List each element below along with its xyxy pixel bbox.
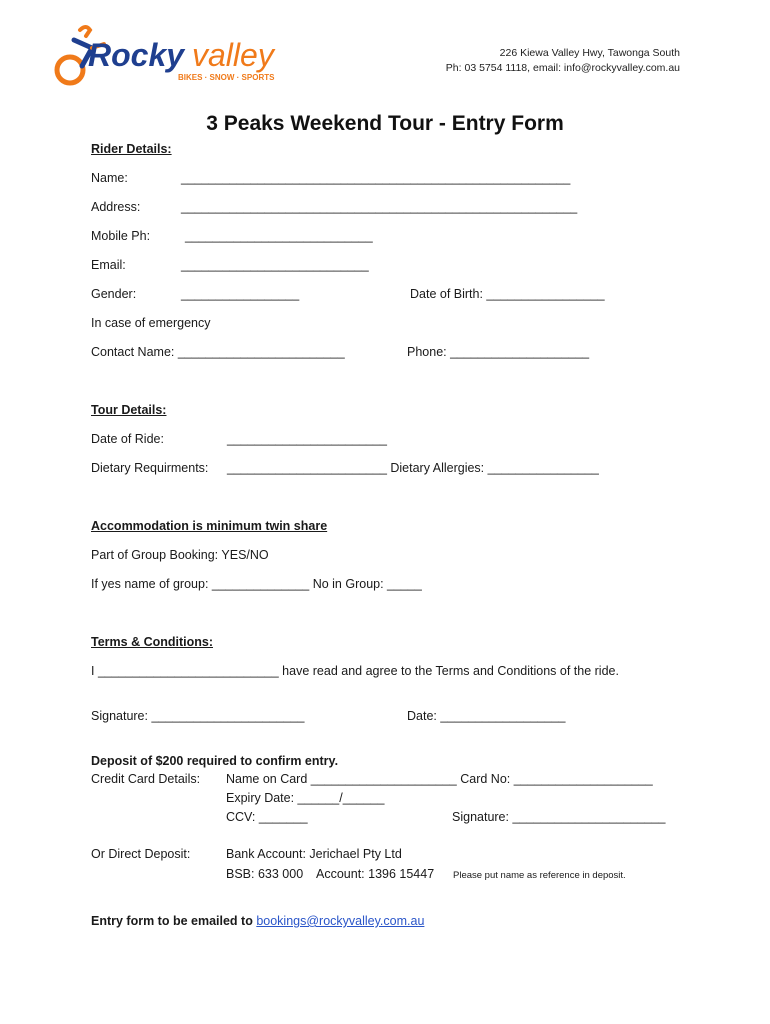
terms-agree-field[interactable]: I __________________________ have read and agree to the Terms and Conditions of the ride.: [91, 664, 619, 678]
contact-name-field[interactable]: Contact Name: ________________________: [91, 345, 345, 359]
reference-note: Please put name as reference in deposit.: [453, 870, 626, 881]
bank-account-name: Bank Account: Jerichael Pty Ltd: [226, 847, 402, 861]
logo-word-valley: valley: [192, 37, 274, 73]
bsb-number: BSB: 633 000: [226, 867, 304, 881]
contact-line: Ph: 03 5754 1118, email: info@rockyvalley.com.au: [445, 62, 680, 74]
address-field[interactable]: _________________________________________________________: [181, 200, 578, 214]
accommodation-heading: Accommodation is minimum twin share: [91, 519, 328, 533]
company-address: [446, 46, 680, 76]
ccv-field[interactable]: CCV: _______: [226, 810, 308, 824]
bookings-email-link[interactable]: bookings@rockyvalley.com.au: [256, 914, 425, 928]
rider-details-heading: Rider Details:: [91, 142, 172, 156]
group-name-field[interactable]: If yes name of group: ______________ No in Group: _____: [91, 577, 422, 591]
group-booking-field[interactable]: Part of Group Booking: YES/NO: [91, 548, 269, 562]
ride-date-label: Date of Ride:: [91, 432, 164, 446]
mobile-label: Mobile Ph:: [91, 229, 151, 243]
logo-word-rocky: Rocky: [88, 37, 185, 73]
expiry-field[interactable]: Expiry Date: ______/______: [226, 791, 385, 805]
emergency-phone-field[interactable]: Phone: ____________________: [407, 345, 590, 359]
emergency-label: In case of emergency: [91, 316, 211, 330]
gender-label: Gender:: [91, 287, 137, 301]
gender-field[interactable]: _________________: [181, 287, 300, 301]
address-line: 226 Kiewa Valley Hwy, Tawonga South: [499, 47, 680, 59]
logo-tagline: BIKES · SNOW · SPORTS: [178, 73, 275, 82]
rocky-valley-logo: [52, 22, 302, 90]
dietary-field[interactable]: _______________________ Dietary Allergies: ________________: [227, 461, 599, 475]
credit-card-label: Credit Card Details:: [91, 772, 201, 786]
deposit-heading: Deposit of $200 required to confirm entry.: [91, 754, 339, 768]
account-number: Account: 1396 15447: [316, 867, 435, 881]
terms-heading: Terms & Conditions:: [91, 635, 213, 649]
email-label: Email:: [91, 258, 126, 272]
mobile-field[interactable]: ___________________________: [185, 229, 373, 243]
footer-email-instruction: [91, 914, 424, 928]
bicycle-logo-icon: [52, 22, 302, 90]
tour-details-heading: Tour Details:: [91, 403, 167, 417]
ride-date-field[interactable]: _______________________: [227, 432, 387, 446]
dob-field[interactable]: Date of Birth: _________________: [410, 287, 605, 301]
name-label: Name:: [91, 171, 128, 185]
email-field[interactable]: ___________________________: [181, 258, 369, 272]
card-signature-field[interactable]: Signature: ______________________: [452, 810, 666, 824]
dietary-label: Dietary Requirments:: [91, 461, 209, 475]
signature-field[interactable]: Signature: ______________________: [91, 709, 305, 723]
page-title: 3 Peaks Weekend Tour - Entry Form: [206, 112, 564, 135]
date-field[interactable]: Date: __________________: [407, 709, 566, 723]
name-field[interactable]: ________________________________________________________: [181, 171, 571, 185]
address-label: Address:: [91, 200, 141, 214]
direct-deposit-label: Or Direct Deposit:: [91, 847, 191, 861]
card-name-number-field[interactable]: Name on Card _____________________ Card No: ____________________: [226, 772, 653, 786]
footer-prefix: Entry form to be emailed to: [91, 914, 257, 928]
